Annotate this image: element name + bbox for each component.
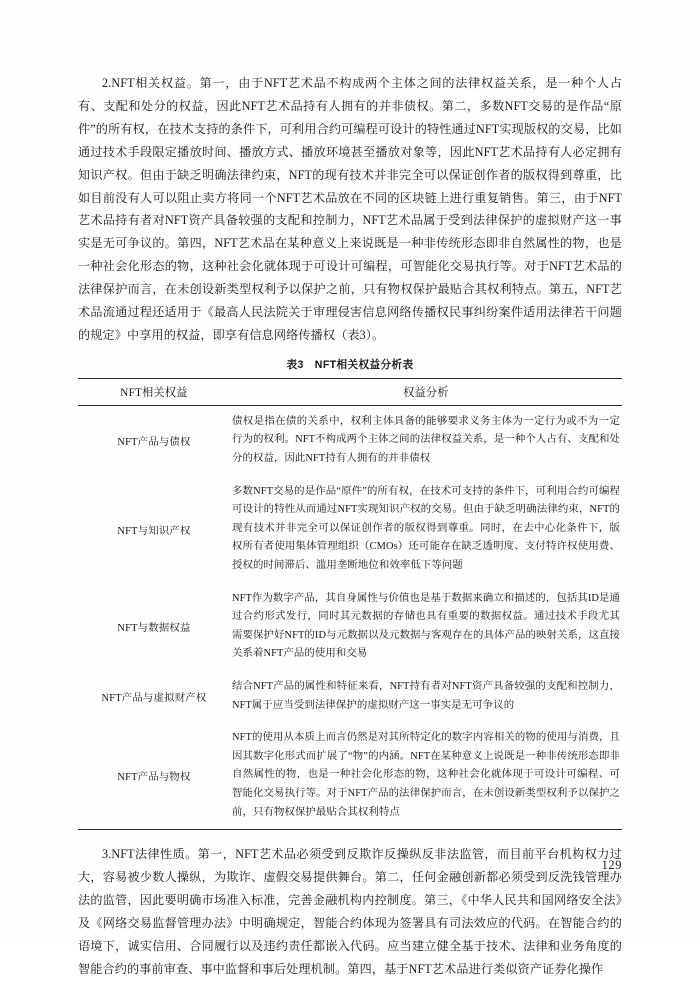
table-3-block [78, 357, 622, 830]
column-header-rights: NFT相关权益 [78, 378, 230, 405]
table-row [78, 476, 622, 583]
table-row [78, 671, 622, 722]
table-header-row [78, 378, 622, 405]
row-analysis: 多数NFT交易的是作品“原件”的所有权，在技术可支持的条件下，可利用合约可编程可设计的特性从而通过NFT实现知识产权的交易。但由于缺乏明确法律约束，NFT的现有技术并非完全可以保证创作者的版权得到尊重。同时，在去中心化条件下，版权所有者使用集体管理组织（CMOs）还可能存在缺乏透明度、支付特许权使用费、授权的时间滞后、滥用垄断地位和效率低下等问题 [232, 485, 620, 572]
column-header-analysis: 权益分析 [230, 378, 622, 405]
table-caption: 表3 NFT相关权益分析表 [286, 358, 414, 371]
table-row [78, 405, 622, 475]
body-paragraph-nft-legal-nature: 3.NFT法律性质。第一，NFT艺术品必须受到反欺诈反操纵反非法监管，而目前平台机构权力过大，容易被少数人操纵，为欺诈、虚假交易提供舞台。第二，任何金融创新都必须受到反洗钱管理办法的监管，因此要明确市场准入标准，完善金融机构内控制度。第三，《中华人民共和国网络安全法》及《网络交易监督管理办法》中明确规定，智能合约体现为签署具有司法效应的代码。在智能合约的语境下，诚实信用、合同履行以及违约责任都嵌入代码。应当建立健全基于技术、法律和业务角度的智能合约的事前审查、事中监督和事后处理机制。第四，基于NFT艺术品进行类似资产证券化操作 [78, 847, 622, 976]
table-header [78, 378, 622, 405]
row-analysis: NFT的使用从本质上而言仍然是对其所特定化的数字内容相关的物的使用与消费，且因其数字化形式而扩展了“物”的内涵。NFT在某种意义上说既是一种非传统形态即非自然属性的物，也是一种社会化形态的物，这种社会化就体现于可设计可编程、可智能化交易执行等。对于NFT产品的法律保护而言，在未创设新类型权利予以保护之前，只有物权保护最贴合其权利特点 [230, 722, 622, 829]
row-analysis: 结合NFT产品的属性和特征来看，NFT持有者对NFT资产具备较强的支配和控制力，NFT属于应当受到法律保护的虚拟财产这一事实是无可争议的 [232, 681, 620, 711]
table-row [78, 722, 622, 829]
table-body [78, 405, 622, 829]
nft-rights-analysis-table [78, 378, 622, 830]
row-analysis: 债权是指在债的关系中，权利主体具备的能够要求义务主体为一定行为或不为一定行为的权利。NFT不构成两个主体之间的法律权益关系，是一种个人占有、支配和处分的权益，因此NFT持有人拥有的并非债权 [232, 415, 620, 465]
row-label: NFT产品与虚拟财产权 [101, 693, 207, 705]
page-content [78, 72, 622, 981]
row-analysis: NFT作为数字产品，其自身属性与价值也是基于数据来确立和描述的，包括其ID是通过合约形式发行，同时其元数据的存储也具有重要的数据权益。通过技术手段尤其需要保护好NFT的ID与元数据以及元数据与客观存在的具体产品的映射关系，这直接关系着NFT产品的使用和交易 [232, 592, 620, 660]
body-paragraph-nft-rights: 2.NFT相关权益。第一，由于NFT艺术品不构成两个主体之间的法律权益关系，是一种个人占有、支配和处分的权益，因此NFT艺术品持有人拥有的并非债权。第二，多数NFT交易的是作品“原件”的所有权，在技术支持的条件下，可利用合约可编程可设计的特性通过NFT实现版权的交易，比如通过技术手段限定播放时间、播放方式、播放环境甚至播放对象等，因此NFT艺术品持有人必定拥有知识产权。但由于缺乏明确法律约束，NFT的现有技术并非完全可以保证创作者的版权得到尊重，比如目前没有人可以阻止卖方将同一个NFT艺术品放在不同的区块链上进行重复销售。第三，由于NFT艺术品持有者对NFT资产具备较强的支配和控制力，NFT艺术品属于受到法律保护的虚拟财产这一事实是无可争议的。第四，NFT艺术品在某种意义上来说既是一种非传统形态即非自然属性的物，也是一种社会化形态的物，这种社会化就体现于可设计可编程，可智能化交易执行等。对于NFT艺术品的法律保护而言，在未创设新类型权利予以保护之前，只有物权保护最贴合其权利特点。第五，NFT艺术品流通过程还适用于《最高人民法院关于审理侵害信息网络传播权民事纠纷案件适用法律若干问题的规定》中享用的权益，即享有信息网络传播权（表3）。 [78, 76, 622, 342]
row-label: NFT与知识产权 [117, 525, 191, 537]
page-number: 129 [601, 858, 622, 872]
row-label: NFT与数据权益 [117, 623, 191, 635]
table-row [78, 583, 622, 671]
row-label: NFT产品与债权 [117, 437, 191, 449]
row-label: NFT产品与物权 [78, 722, 230, 829]
